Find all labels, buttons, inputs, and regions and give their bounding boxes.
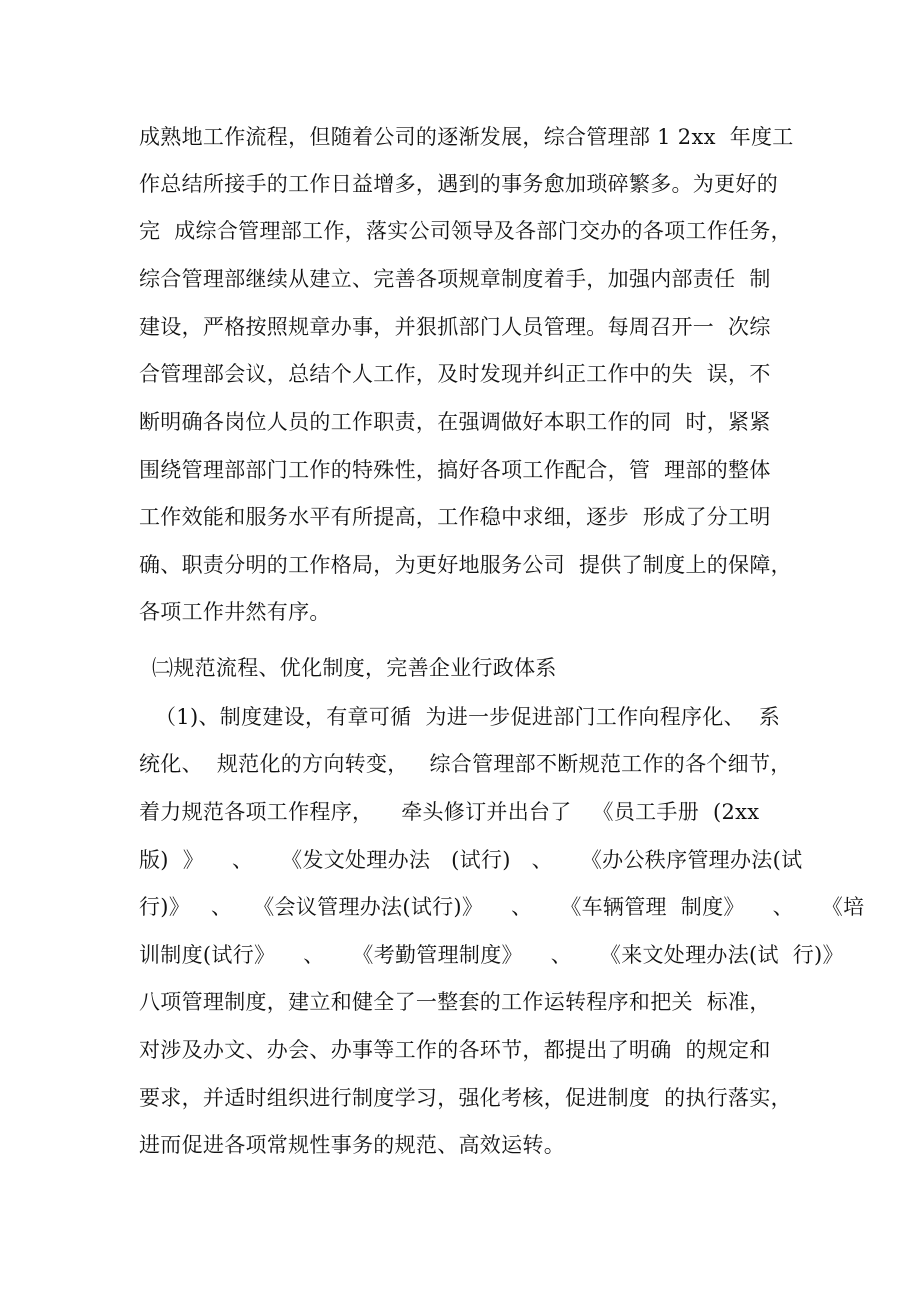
text-line: 统化、 规范化的方向转变， 综合管理部不断规范工作的各个细节， (139, 752, 792, 776)
text-line: 成熟地工作流程，但随着公司的逐渐发展，综合管理部 1 2xx 年度工 (139, 125, 794, 149)
text-line: 对涉及办文、办会、办事等工作的各环节，都提出了明确 的规定和 (139, 1038, 771, 1062)
text-line: 要求，并适时组织进行制度学习，强化考核，促进制度 的执行落实， (139, 1086, 792, 1110)
text-line: 训制度(试行》 、 《考勤管理制度》 、 《来文处理办法(试 行)》 (139, 943, 844, 967)
section-heading: ㈡规范流程、优化制度，完善企业行政体系 (152, 656, 557, 680)
text-line: 行)》 、 《会议管理办法(试行)》 、 《车辆管理 制度》 、 《培 (139, 895, 865, 919)
text-line: 建设，严格按照规章办事，并狠抓部门人员管理。每周召开一 次综 (139, 315, 771, 339)
text-line: 进而促进各项常规性事务的规范、高效运转。 (139, 1133, 565, 1157)
text-line: 断明确各岗位人员的工作职责，在强调做好本职工作的同 时，紧紧 (139, 410, 771, 434)
text-line: 合管理部会议，总结个人工作，及时发现并纠正工作中的失 误，不 (139, 362, 771, 386)
text-line: （1)、制度建设，有章可循 为进一步促进部门工作向程序化、 系 (155, 705, 781, 729)
text-line: 八项管理制度，建立和健全了一整套的工作运转程序和把关 标准， (139, 990, 771, 1014)
text-line: 作总结所接手的工作日益增多，遇到的事务愈加琐碎繁多。为更好的 (139, 172, 778, 196)
text-line: 着力规范各项工作程序， 牵头修订并出台了 《员工手册 (2xx (139, 800, 760, 824)
text-line: 围绕管理部部门工作的特殊性，搞好各项工作配合，管 理部的整体 (139, 458, 771, 482)
text-line: 工作效能和服务水平有所提高，工作稳中求细，逐步 形成了分工明 (139, 505, 771, 529)
text-line: 完 成综合管理部工作，落实公司领导及各部门交办的各项工作任务， (139, 219, 792, 243)
text-line: 确、职责分明的工作格局，为更好地服务公司 提供了制度上的保障， (139, 553, 792, 577)
text-line: 综合管理部继续从建立、完善各项规章制度着手，加强内部责任 制 (139, 267, 771, 291)
text-line: 各项工作井然有序。 (139, 600, 331, 624)
text-line: 版) 》 、 《发文处理办法 (试行) 、 《办公秩序管理办法(试 (139, 848, 803, 872)
